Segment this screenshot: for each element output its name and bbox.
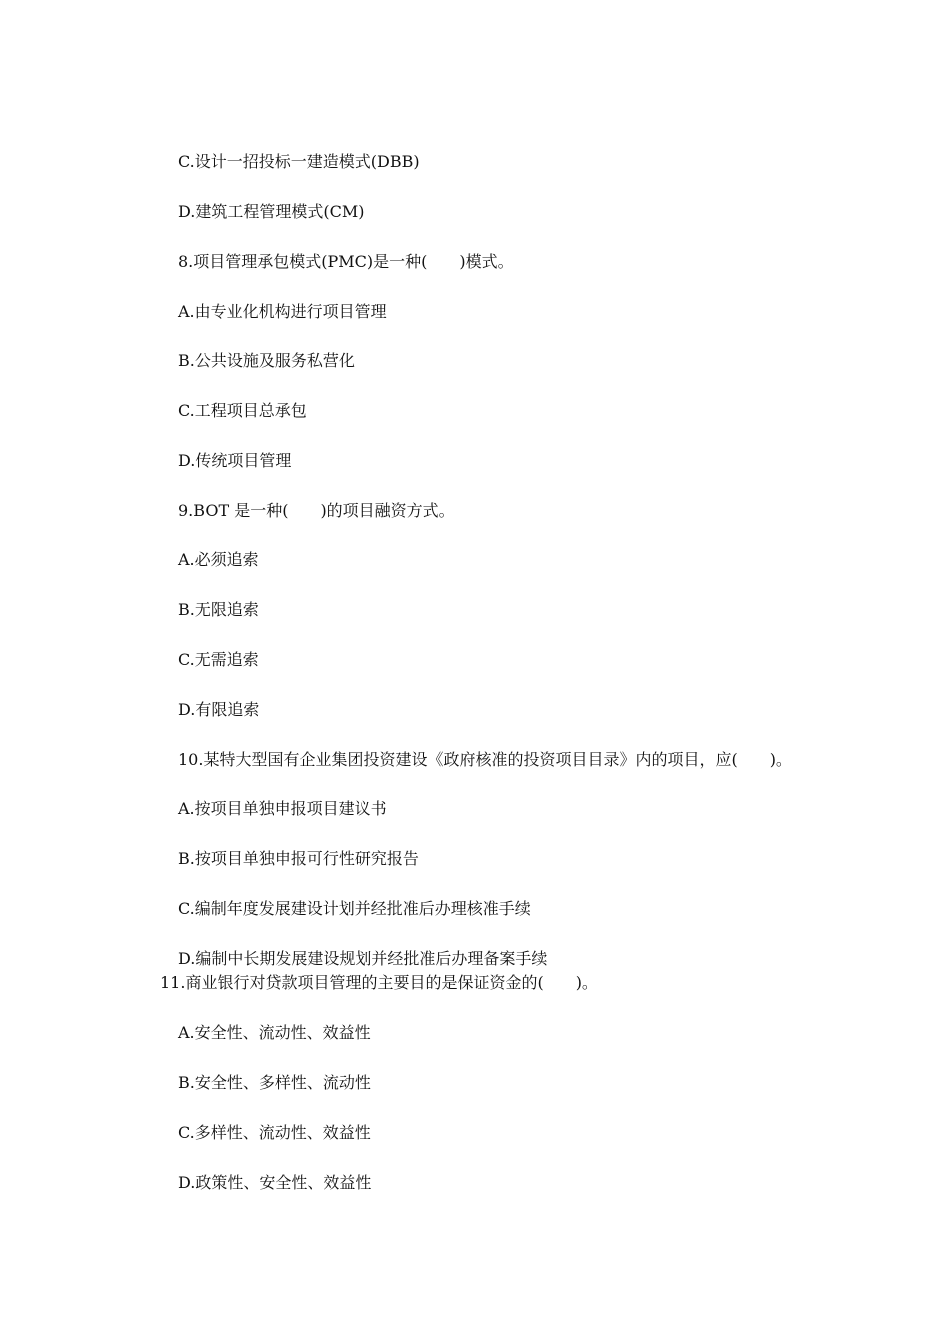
question-8: 8.项目管理承包模式(PMC)是一种( )模式。 xyxy=(178,252,514,271)
option-8a: A.由专业化机构进行项目管理 xyxy=(178,302,387,321)
option-11a: A.安全性、流动性、效益性 xyxy=(178,1023,371,1042)
option-11d: D.政策性、安全性、效益性 xyxy=(178,1173,372,1192)
option-9c: C.无需追索 xyxy=(178,650,259,669)
option-10c: C.编制年度发展建设计划并经批准后办理核准手续 xyxy=(178,899,531,918)
option-9a: A.必须追索 xyxy=(178,550,259,569)
option-11b: B.安全性、多样性、流动性 xyxy=(178,1073,371,1092)
option-8c: C.工程项目总承包 xyxy=(178,401,307,420)
option-9d: D.有限追索 xyxy=(178,700,260,719)
option-8b: B.公共设施及服务私营化 xyxy=(178,351,355,370)
option-10d: D.编制中长期发展建设规划并经批准后办理备案手续 xyxy=(178,949,548,968)
option-9b: B.无限追索 xyxy=(178,600,259,619)
option-8d: D.传统项目管理 xyxy=(178,451,292,470)
option-7c: C.设计一招投标一建造模式(DBB) xyxy=(178,152,420,171)
question-11: 11.商业银行对贷款项目管理的主要目的是保证资金的( )。 xyxy=(160,973,598,992)
option-11c: C.多样性、流动性、效益性 xyxy=(178,1123,371,1142)
option-7d: D.建筑工程管理模式(CM) xyxy=(178,202,365,221)
question-10: 10.某特大型国有企业集团投资建设《政府核准的投资项目目录》内的项目，应( )。 xyxy=(178,750,792,769)
option-10a: A.按项目单独申报项目建议书 xyxy=(178,799,387,818)
question-9: 9.BOT 是一种( )的项目融资方式。 xyxy=(178,501,455,520)
option-10b: B.按项目单独申报可行性研究报告 xyxy=(178,849,419,868)
